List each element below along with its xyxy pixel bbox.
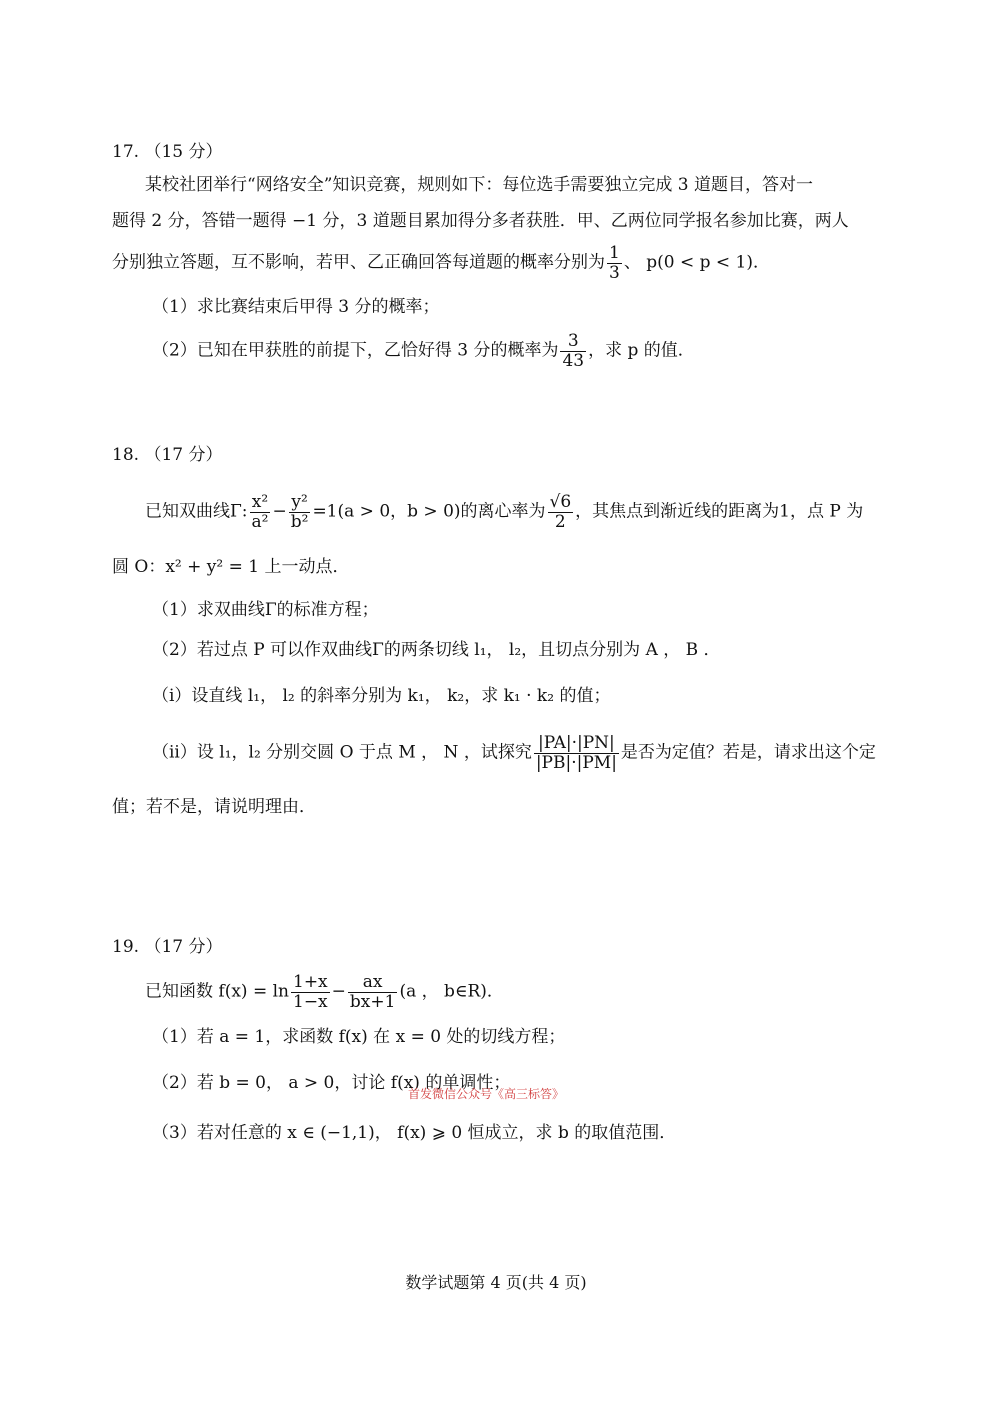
q18-frac1-num: x²: [250, 493, 271, 513]
q18-frac1-den: a²: [251, 511, 269, 532]
q17-sub2-text: （2）已知在甲获胜的前提下，乙恰好得 3 分的概率为: [152, 340, 559, 361]
q19-para-line1-tail: (a ， b∈R)．: [399, 981, 504, 1002]
q18-sub2-ii-text: （ii）设 l₁，l₂ 分别交圆 O 于点 M ， N ，试探究: [152, 742, 532, 763]
q18-ratio-fraction: [534, 734, 619, 772]
q18-frac2-num: y²: [289, 493, 311, 513]
q18-sub2-ii: [152, 734, 876, 772]
q19-frac-ax: [348, 973, 398, 1011]
q18-ratio-num: |PA|·|PN|: [534, 734, 619, 754]
page-footer: 数学试题第 4 页(共 4 页): [405, 1273, 587, 1292]
q17-para-line2: 题得 2 分，答错一题得 −1 分，3 道题目累加得分多者获胜．甲、乙两位同学报名参加比赛，两人: [112, 211, 849, 231]
q19-frac1-num: 1+x: [293, 972, 328, 992]
q19-frac-log-arg: [291, 973, 330, 1011]
q18-frac2-den: b²: [290, 511, 309, 532]
q18-para-line1: [145, 493, 863, 531]
q17-para-line1: 某校社团举行“网络安全”知识竞赛，规则如下：每位选手需要独立完成 3 道题目，答对一: [145, 175, 814, 195]
q19-sub3: （3）若对任意的 x ∈ (−1,1)， f(x) ⩾ 0 恒成立，求 b 的取值范围．: [152, 1123, 677, 1143]
q17-heading: 17. （15 分）: [112, 142, 223, 162]
q19-sub1: （1）若 a = 1，求函数 f(x) 在 x = 0 处的切线方程；: [152, 1027, 566, 1047]
q18-para-line1-tail: ，其焦点到渐近线的距离为1，点 P 为: [575, 501, 864, 522]
q19-minus: −: [331, 981, 346, 1002]
q18-sub2-ii-line2: 值；若不是，请说明理由．: [112, 797, 316, 817]
q17-para-line3-tail: 、 p(0 < p < 1)．: [623, 252, 770, 273]
q19-sub2: （2）若 b = 0， a > 0，讨论 f(x) 的单调性；: [152, 1073, 511, 1093]
q17-sub2: [152, 332, 695, 370]
q19-frac1-den: 1−x: [293, 991, 328, 1012]
q18-frac-x2-a2: [250, 493, 271, 531]
q18-para-line2: 圆 O：x² + y² = 1 上一动点．: [112, 557, 350, 577]
q18-frac-y2-b2: [289, 493, 311, 531]
q17-sub1: （1）求比赛结束后甲得 3 分的概率；: [152, 297, 440, 317]
q17-frac-num: 1: [609, 243, 620, 263]
q17-para-line3-text: 分别独立答题，互不影响，若甲、乙正确回答每道题的概率分别为: [112, 252, 605, 273]
q18-frac-sqrt6-2: [548, 493, 574, 531]
q18-para-line1-mid: =1(a > 0，b > 0)的离心率为: [312, 501, 546, 522]
q17-para-line3: [112, 244, 770, 282]
q19-para-line1-text: 已知函数 f(x) = ln: [145, 981, 289, 1002]
q17-sub2-tail: ，求 p 的值．: [588, 340, 695, 361]
q19-heading: 19. （17 分）: [112, 937, 223, 957]
q19-frac2-den: bx+1: [349, 991, 396, 1012]
q17-fraction-one-third: [607, 244, 622, 282]
q18-frac3-num: √6: [549, 492, 572, 512]
q18-para-line1-text: 已知双曲线Γ:: [145, 501, 248, 522]
q19-frac2-num: ax: [348, 973, 398, 993]
q17-sub2-frac-num: 3: [560, 332, 586, 352]
q18-frac3-den: 2: [554, 511, 566, 532]
q18-sub2-i: （i）设直线 l₁， l₂ 的斜率分别为 k₁， k₂，求 k₁ · k₂ 的值；: [152, 686, 611, 706]
watermark-text: 首发微信公众号《高三标答》: [408, 1087, 565, 1101]
q18-sub2-ii-tail: 是否为定值？若是，请求出这个定: [620, 742, 876, 763]
q18-minus: −: [272, 501, 287, 522]
q18-heading: 18. （17 分）: [112, 445, 223, 465]
q18-sub2: （2）若过点 P 可以作双曲线Γ的两条切线 l₁， l₂，且切点分别为 A ， B ．: [152, 640, 721, 660]
q18-sub1: （1）求双曲线Γ的标准方程；: [152, 600, 379, 620]
q19-para-line1: [145, 973, 504, 1011]
q18-ratio-den: |PB|·|PM|: [535, 752, 617, 773]
q17-sub2-frac-den: 43: [562, 350, 585, 371]
q17-fraction-3-43: [560, 332, 586, 370]
q17-frac-den: 3: [609, 262, 620, 283]
